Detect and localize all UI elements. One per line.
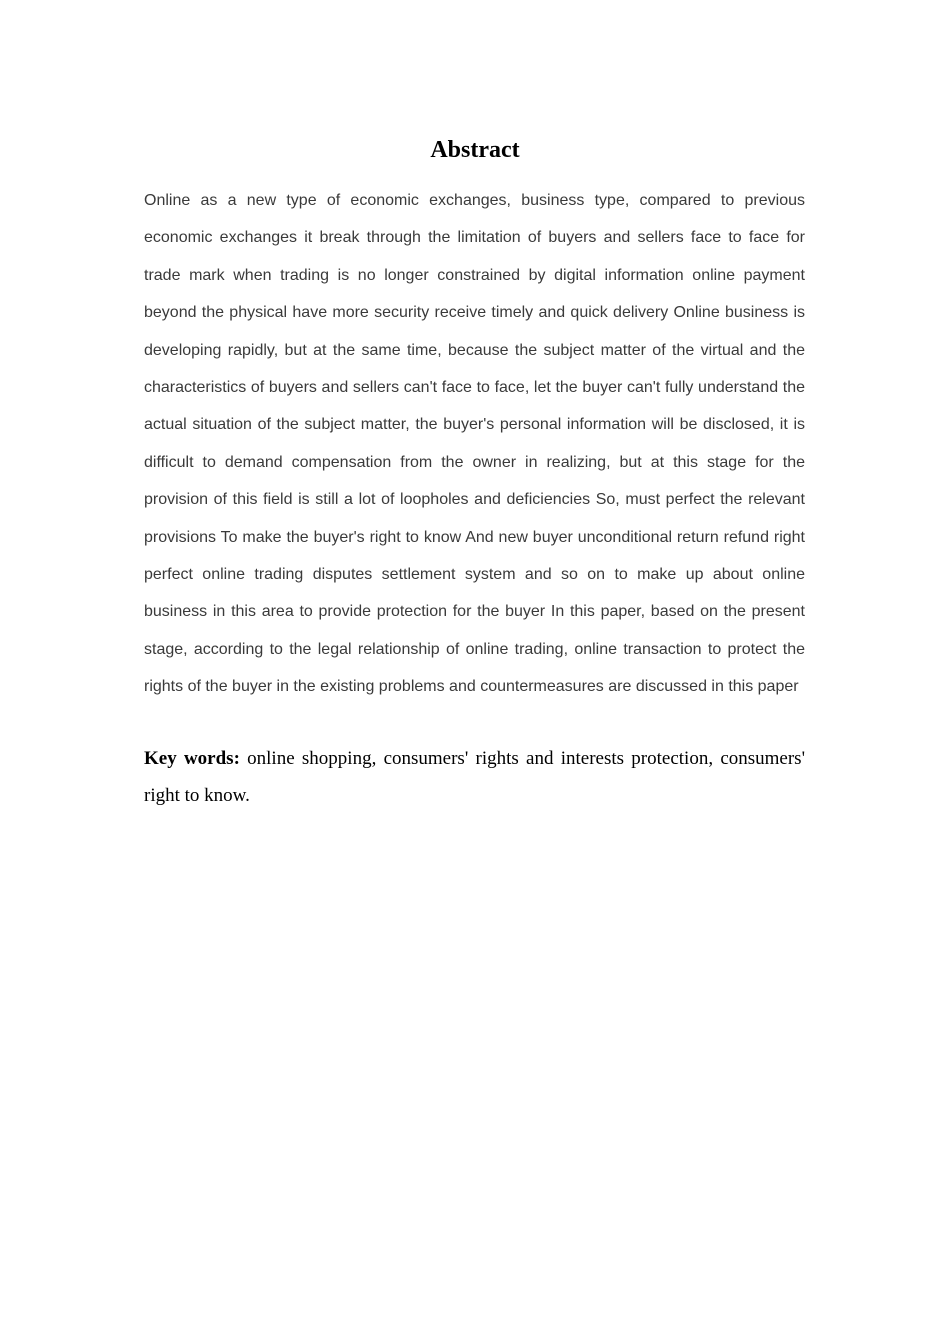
page-title: Abstract	[430, 137, 520, 163]
abstract-text: Online as a new type of economic exchanges, business type, compared to previous economic exchanges it break through the limitation of buyers and sellers face to face for trade mark when trading is no longer constrained by digital information online payment beyond the physical have more security receive timely and quick delivery Online business is developing rapidly, but at the same time, because the subject matter of the virtual and the characteristics of buyers and sellers can't face to face, let the buyer can't fully understand the actual situation of the subject matter, the buyer's personal information will be disclosed, it is difficult to demand compensation from the owner in realizing, but at this stage for the provision of this field is still a lot of loopholes and deficiencies So, must perfect the relevant provisions To make the buyer's right to know And new buyer unconditional return refund right perfect online trading disputes settlement system and so on to make up about online business in this area to provide protection for the buyer In this paper, based on the present stage, according to the legal relationship of online trading, online transaction to protect the rights of the buyer in the existing problems and countermeasures are discussed in this paper	[144, 192, 805, 696]
keywords-label: Key words:	[144, 748, 240, 769]
keywords-text: online shopping, consumers' rights and interests protection, consumers' right to know.	[144, 748, 805, 807]
keywords-paragraph	[144, 740, 805, 815]
